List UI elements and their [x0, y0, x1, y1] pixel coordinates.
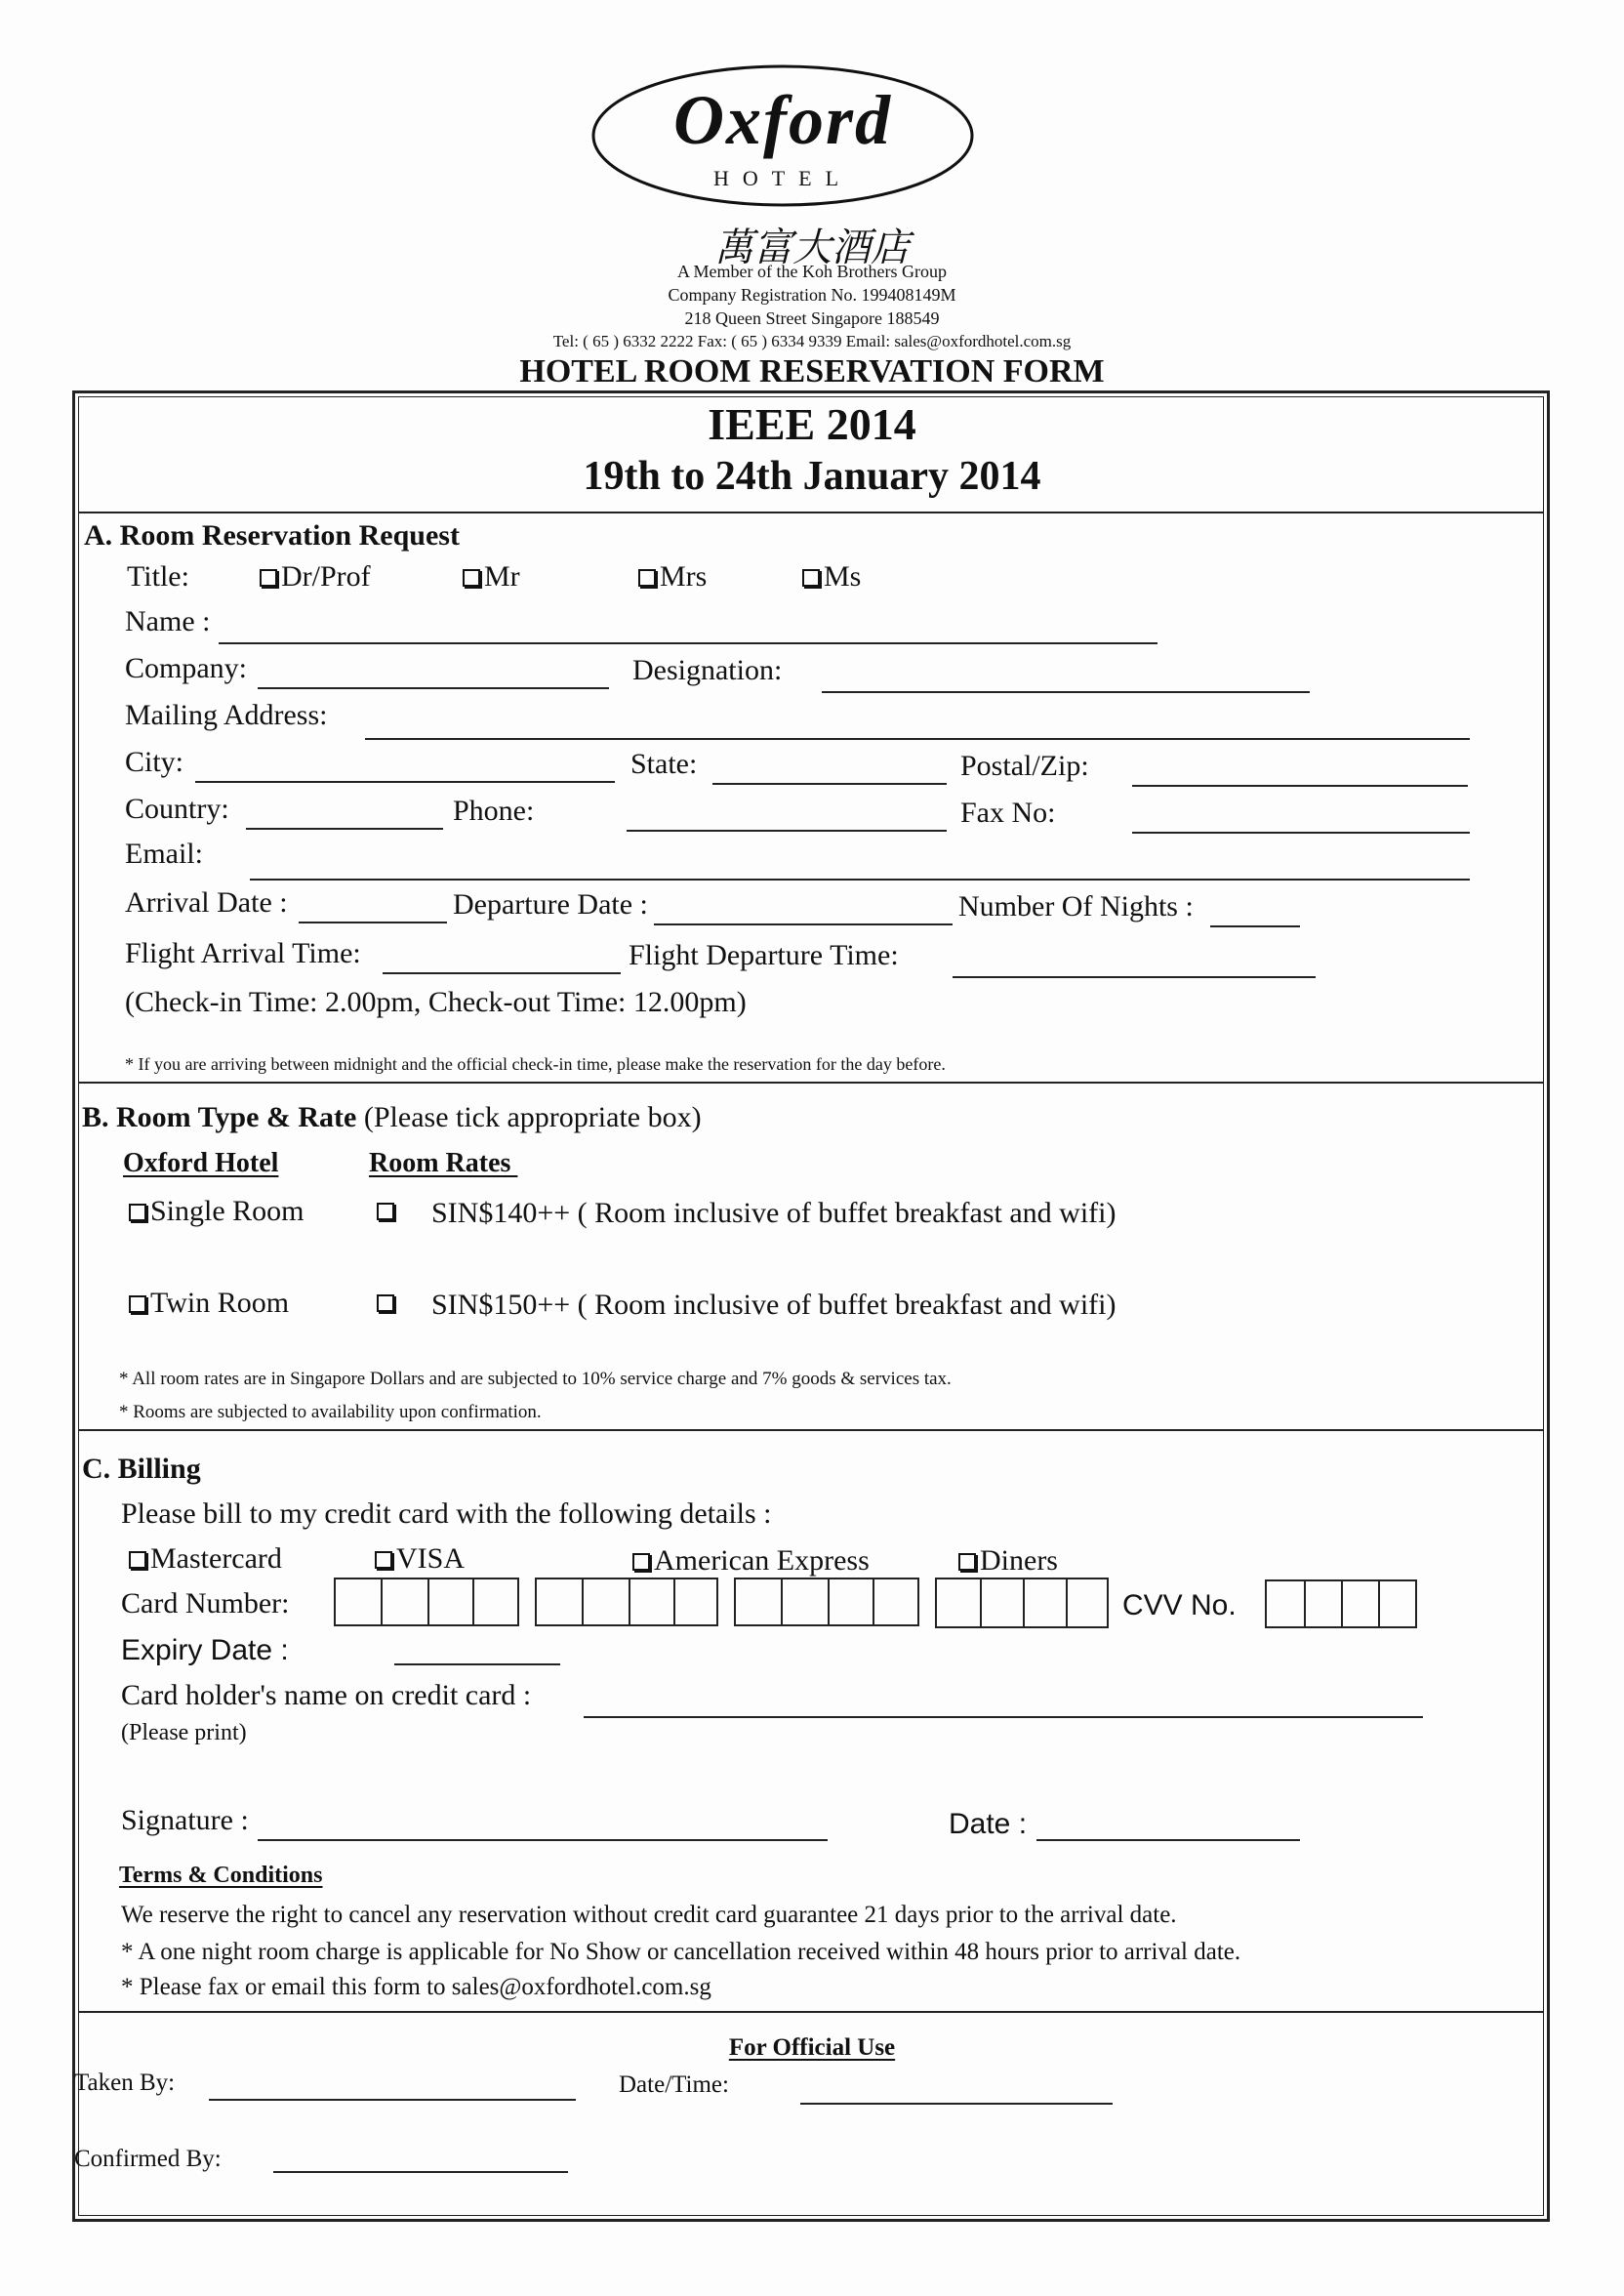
- card-number-label: Card Number:: [121, 1587, 290, 1620]
- flight-arrival-field[interactable]: [383, 972, 621, 974]
- taken-by-label: Taken By:: [74, 2070, 176, 2096]
- column-rates: Room Rates: [369, 1148, 518, 1178]
- phone-field[interactable]: [627, 830, 947, 832]
- postal-label: Postal/Zip:: [960, 750, 1089, 782]
- title-option-mrs[interactable]: [638, 560, 707, 594]
- city-field[interactable]: [195, 781, 615, 783]
- mailing-label: Mailing Address:: [125, 699, 328, 731]
- section-c-heading: C. Billing: [82, 1453, 201, 1485]
- hotel-logo: [589, 62, 976, 209]
- date-field[interactable]: [1036, 1839, 1300, 1841]
- room-type-label: Single Room: [150, 1195, 304, 1227]
- checkbox[interactable]: [129, 1551, 146, 1569]
- logo-word: HOTEL: [712, 166, 853, 190]
- room-single-option[interactable]: [129, 1195, 304, 1228]
- member-line: A Member of the Koh Brothers Group: [677, 262, 947, 281]
- title-option-ms[interactable]: [802, 560, 861, 594]
- checkbox[interactable]: [129, 1204, 146, 1221]
- taken-by-field[interactable]: [209, 2099, 576, 2101]
- flight-departure-field[interactable]: [953, 976, 1316, 978]
- state-label: State:: [630, 748, 698, 780]
- event-dates: 19th to 24th January 2014: [583, 454, 1041, 499]
- nights-label: Number Of Nights :: [958, 890, 1194, 922]
- official-heading: For Official Use: [728, 2034, 896, 2061]
- flight-arrival-label: Flight Arrival Time:: [125, 937, 361, 969]
- country-label: Country:: [125, 793, 229, 825]
- card-label: VISA: [396, 1542, 466, 1575]
- rate-twin-label: SIN$150++ ( Room inclusive of buffet breakfast and wifi): [431, 1289, 1116, 1321]
- section-b-heading: [82, 1101, 702, 1134]
- arrival-label: Arrival Date :: [125, 886, 288, 919]
- cvv-boxes[interactable]: [1265, 1579, 1417, 1628]
- card-label: Diners: [980, 1544, 1058, 1577]
- rate-single-label: SIN$140++ ( Room inclusive of buffet breakfast and wifi): [431, 1197, 1116, 1229]
- card-amex[interactable]: [632, 1544, 870, 1578]
- card-mastercard[interactable]: [129, 1542, 282, 1576]
- section-b-note: (Please tick appropriate box): [356, 1101, 702, 1133]
- designation-label: Designation:: [632, 654, 783, 686]
- holder-field[interactable]: [584, 1716, 1423, 1718]
- room-twin-option[interactable]: [129, 1287, 289, 1320]
- card-diners[interactable]: [958, 1544, 1058, 1578]
- email-label: Email:: [125, 838, 203, 870]
- section-a-heading: A. Room Reservation Request: [84, 519, 460, 552]
- date-time-field[interactable]: [800, 2103, 1113, 2105]
- card-visa[interactable]: [375, 1542, 465, 1576]
- terms-line-1: We reserve the right to cancel any reservation without credit card guarantee 21 days prior to the arrival date.: [121, 1902, 1177, 1928]
- cvv-label: CVV No.: [1122, 1589, 1237, 1621]
- rate-single-checkbox[interactable]: [377, 1203, 394, 1220]
- nights-field[interactable]: [1210, 925, 1300, 927]
- expiry-label: Expiry Date :: [121, 1634, 289, 1666]
- departure-label: Departure Date :: [453, 888, 648, 921]
- billing-intro: Please bill to my credit card with the following details :: [121, 1497, 772, 1530]
- option-label: Mr: [484, 560, 520, 593]
- designation-field[interactable]: [822, 691, 1310, 693]
- divider: [78, 512, 1544, 513]
- availability-note: * Rooms are subjected to availability upon confirmation.: [119, 1402, 542, 1422]
- chinese-name: 萬富大酒店: [714, 226, 910, 269]
- section-b-title: B. Room Type & Rate: [82, 1101, 357, 1133]
- checkbox[interactable]: [129, 1295, 146, 1313]
- country-field[interactable]: [246, 828, 443, 830]
- divider: [78, 1082, 1544, 1084]
- divider: [78, 1429, 1544, 1431]
- title-label: Title:: [127, 560, 189, 593]
- name-field[interactable]: [219, 642, 1157, 644]
- terms-line-3: * Please fax or email this form to sales@oxfordhotel.com.sg: [121, 1974, 711, 2000]
- card-label: Mastercard: [150, 1542, 282, 1575]
- company-label: Company:: [125, 652, 247, 684]
- form-title: HOTEL ROOM RESERVATION FORM: [519, 353, 1105, 390]
- company-field[interactable]: [258, 687, 609, 689]
- fax-field[interactable]: [1132, 832, 1470, 834]
- divider: [78, 2011, 1544, 2013]
- terms-heading: Terms & Conditions: [119, 1863, 323, 1888]
- option-label: Dr/Prof: [281, 560, 371, 593]
- card-number-group-1[interactable]: [334, 1578, 519, 1626]
- state-field[interactable]: [712, 783, 947, 785]
- postal-field[interactable]: [1132, 785, 1468, 787]
- event-name: IEEE 2014: [708, 399, 916, 449]
- option-label: Mrs: [660, 560, 708, 593]
- registration-line: Company Registration No. 199408149M: [668, 285, 956, 305]
- flight-departure-label: Flight Departure Time:: [629, 939, 899, 971]
- please-print: (Please print): [121, 1720, 247, 1745]
- rate-note: * All room rates are in Singapore Dollars and are subjected to 10% service charge and 7% goods & services tax.: [119, 1369, 952, 1389]
- confirmed-by-label: Confirmed By:: [74, 2146, 222, 2172]
- checkbox[interactable]: [260, 569, 277, 587]
- checkbox[interactable]: [375, 1551, 392, 1569]
- option-label: Ms: [824, 560, 862, 593]
- logo-script: Oxford: [673, 81, 892, 159]
- checkbox[interactable]: [463, 569, 480, 587]
- title-option-mr[interactable]: [463, 560, 520, 594]
- fax-label: Fax No:: [960, 797, 1056, 829]
- signature-label: Signature :: [121, 1804, 249, 1836]
- mailing-field[interactable]: [365, 738, 1470, 740]
- checkbox[interactable]: [632, 1553, 650, 1571]
- phone-label: Phone:: [453, 795, 535, 827]
- date-time-label: Date/Time:: [619, 2071, 729, 2098]
- email-field[interactable]: [250, 879, 1470, 881]
- card-number-group-3[interactable]: [734, 1578, 919, 1626]
- card-label: American Express: [654, 1544, 870, 1577]
- signature-field[interactable]: [258, 1839, 828, 1841]
- terms-line-2: * A one night room charge is applicable for No Show or cancellation received within 48 hours prior to arrival date.: [121, 1939, 1241, 1965]
- city-label: City:: [125, 746, 184, 778]
- expiry-field[interactable]: [394, 1663, 560, 1665]
- date-label: Date :: [949, 1808, 1028, 1840]
- checkbox[interactable]: [958, 1553, 976, 1571]
- name-label: Name :: [125, 605, 211, 637]
- arrival-field[interactable]: [299, 922, 447, 923]
- departure-field[interactable]: [654, 923, 953, 925]
- checkin-note: (Check-in Time: 2.00pm, Check-out Time: 12.00pm): [125, 986, 747, 1018]
- card-number-group-2[interactable]: [535, 1578, 718, 1626]
- confirmed-by-field[interactable]: [273, 2171, 568, 2173]
- column-hotel: Oxford Hotel: [123, 1148, 279, 1178]
- address-line: 218 Queen Street Singapore 188549: [684, 308, 940, 328]
- room-type-label: Twin Room: [150, 1287, 290, 1319]
- title-option-dr-prof[interactable]: [260, 560, 371, 594]
- card-number-group-4[interactable]: [935, 1578, 1109, 1628]
- checkbox[interactable]: [638, 569, 656, 587]
- rate-twin-checkbox[interactable]: [377, 1294, 394, 1312]
- holder-label: Card holder's name on credit card :: [121, 1679, 532, 1711]
- checkbox[interactable]: [802, 569, 820, 587]
- contact-line: Tel: ( 65 ) 6332 2222 Fax: ( 65 ) 6334 9339 Email: sales@oxfordhotel.com.sg: [552, 332, 1072, 350]
- arrival-note: * If you are arriving between midnight and the official check-in time, please make the reservation for the day before.: [125, 1054, 946, 1074]
